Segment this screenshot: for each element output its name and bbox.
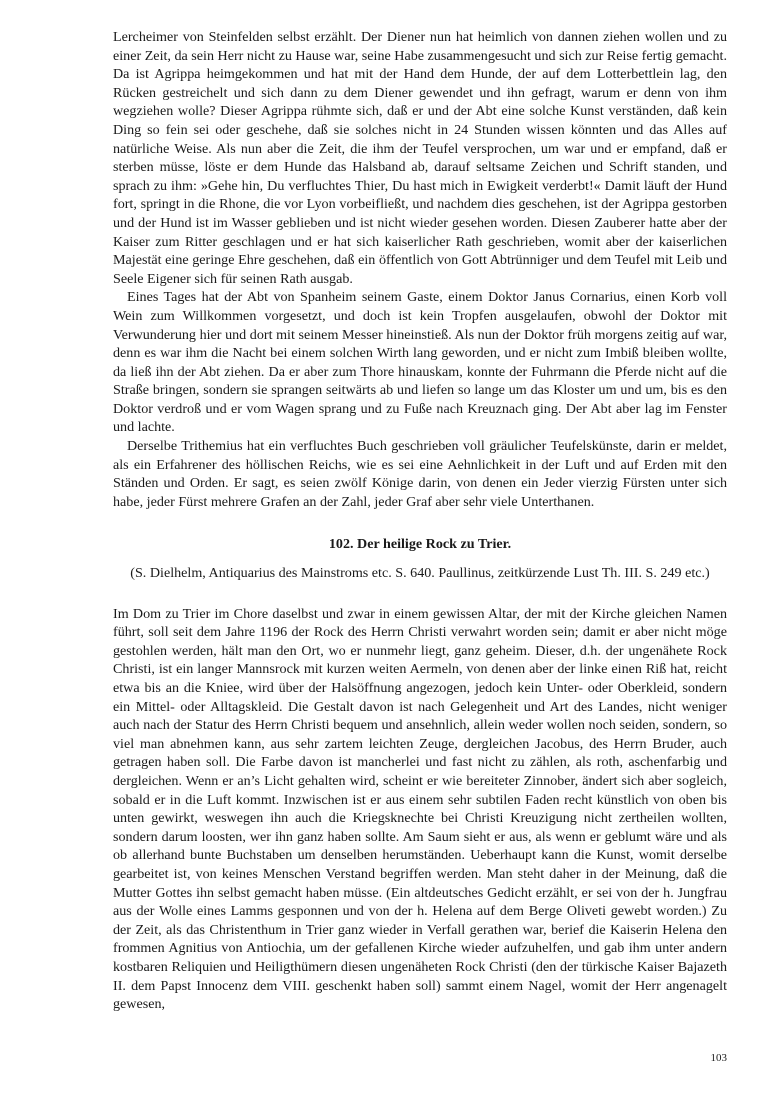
body-paragraph-2: Eines Tages hat der Abt von Spanheim seinem Gaste, einem Doktor Janus Cornarius, einen Korb voll Wein zum Willkommen vorgesetzt, und doch ist kein Tropfen ausgelaufen, obwohl der Doktor mit Verwunderung hier und dort mit seinem Messer hineinstieß. Als nun der Doktor früh morgens zeitig auf war, denn es war ihm die Nacht bei einem solchen Wirth lang geworden, und er nicht zum Imbiß bleiben wollte, da ließ ihn der Abt ziehen. Da er aber zum Thore hinauskam, konnte der Fuhrmann die Pferde nicht auf die Straße bringen, sondern sie sprangen seitwärts ab und liefen so lange um das Kloster um und um, bis es den Doktor verdroß und er vom Wagen sprang und zu Fuße nach Kreuznach ging. Der Abt aber lag im Fenster und lachte. <box>113 289 727 436</box>
page-number: 103 <box>710 1052 727 1064</box>
section-body-paragraph: Im Dom zu Trier im Chore daselbst und zwar in einem gewissen Altar, der mit der Kirche gleichen Namen führt, soll seit dem Jahre 1196 der Rock des Herrn Christi verwahrt worden sein; damit er aber nicht möge gestohlen werden, hält man den Ort, wo er nunmehr liegt, ganz geheim. Dieser, d.h. der ungenähete Rock Christi, ist ein langer Mannsrock mit kurzen weiten Aermeln, von denen aber der linke einen Riß hat, reicht etwa bis an die Kniee, wird über der Halsöffnung angezogen, jedoch kein Unter- oder Oberkleid, sondern ein Mittel- oder Alltagskleid. Die Gestalt davon ist nach Gelegenheit und Art des Landes, nicht weniger auch nach der Statur des Herrn Christi bequem und ansehnlich, allein weder wollen noch seiden, sondern, so viel man abnehmen kann, aus sehr zartem leichten Zeuge, dergleichen Jacobus, des Herrn Bruder, auch getragen haben soll. Die Farbe davon ist mancherlei und fast nicht zu zählen, als roth, aschenfarbig und dergleichen. Wenn er an’s Licht gehalten wird, scheint er wie bereiteter Zinnober, ändert sich aber sogleich, sobald er in die Luft kommt. Inzwischen ist er aus einem sehr subtilen Faden recht künstlich von oben bis unten gewirkt, weswegen ihn auch die Kriegsknechte bei Christi Kreuzigung nicht zertheilen wollten, sondern darum loosten, wer ihn ganz haben sollte. Am Saum sieht er aus, als wenn er geblumt wäre und als ob allerhand bunte Buchstaben um denselben herumständen. Ueberhaupt kann die Kunst, womit derselbe gearbeitet ist, von keines Menschen Verstand begriffen werden. Man steht daher in der Meinung, daß die Mutter Gottes ihn selbst gemacht haben müsse. (Ein altdeutsches Gedicht erzählt, er sei von der h. Jungfrau aus der Wolle eines Lamms gesponnen und von der h. Helena auf dem Berge Oliveti gewebt worden.) Zu der Zeit, als das Christenthum in Trier ganz wieder in Verfall gerathen war, berief die Kaiserin Helena den frommen Agnitius von Antiochia, um der gefallenen Kirche wieder aufzuhelfen, und gab ihm unter andern kostbaren Reliquien und Heiligthümern diesen ungenäheten Rock Christi (den der türkische Kaiser Bajazeth II. dem Papst Innocenz dem VIII. geschenkt haben soll) sammt einem Nagel, womit der Herr angenagelt gewesen, <box>113 605 727 1013</box>
body-paragraph-1: Lercheimer von Steinfelden selbst erzählt. Der Diener nun hat heimlich von dannen ziehen wollen und zu einer Zeit, da sein Herr nicht zu Hause war, seine Habe zusammengesucht und sich zur Reise fertig gemacht. Da ist Agrippa heimgekommen und hat mit der Hand dem Hunde, der auf dem Lotterbettlein lag, den Rücken gestreichelt und sich dann zu dem Diener gewendet und ihn gefragt, warum er denn von ihm wegziehen wolle? Dieser Agrippa rühmte sich, daß er und der Abt eine solche Kunst verständen, daß kein Ding so fein sei oder geschehe, daß sie solches nicht in 24 Stunden wissen könnten und das Alles auf natürliche Weise. Als nun aber die Zeit, die ihm der Teufel versprochen, um war und er empfand, daß er sterben müsse, löste er dem Hunde das Halsband ab, darauf seltsame Zeichen und Schrift standen, und sprach zu ihm: »Gehe hin, Du verfluchtes Thier, Du hast mich in Ewigkeit verderbt!« Damit läuft der Hund fort, springt in die Rhone, die vor Lyon vorbeifließt, und nachdem dies geschehen, ist der Agrippa gestorben und der Hund ist im Wasser geblieben und ist nicht wieder gesehen worden. Diesen Zauberer hatte aber der Kaiser zum Ritter geschlagen und er hat sich kaiserlicher Rath geschrieben, womit aber der kaiserlichen Majestät eine geringe Ehre geschehen, daß ein öffentlich von Gott Abtrünniger und dem Teufel mit Leib und Seele Eigener sich für seinen Rath ausgab. <box>113 29 727 287</box>
section-title: 102. Der heilige Rock zu Trier. <box>328 536 512 553</box>
section-source-citation: (S. Dielhelm, Antiquarius des Mainstroms etc. S. 640. Paullinus, zeitkürzende Lust Th. III. S. 249 etc.) <box>130 565 710 582</box>
page-content <box>113 28 727 1014</box>
body-paragraph-3: Derselbe Trithemius hat ein verfluchtes Buch geschrieben voll gräulicher Teufelskünste, darin er meldet, als ein Erfahrener des höllischen Reichs, wie es sei eine Aehnlichkeit in der Luft und auf Erden mit den Ständen und Orden. Er sagt, es seien zwölf Könige darin, von denen ein Jeder vierzig Fürsten unter sich habe, jeder Fürst mehrere Grafen an der Zahl, jeder Graf aber sehr viele Unterthanen. <box>113 438 727 510</box>
